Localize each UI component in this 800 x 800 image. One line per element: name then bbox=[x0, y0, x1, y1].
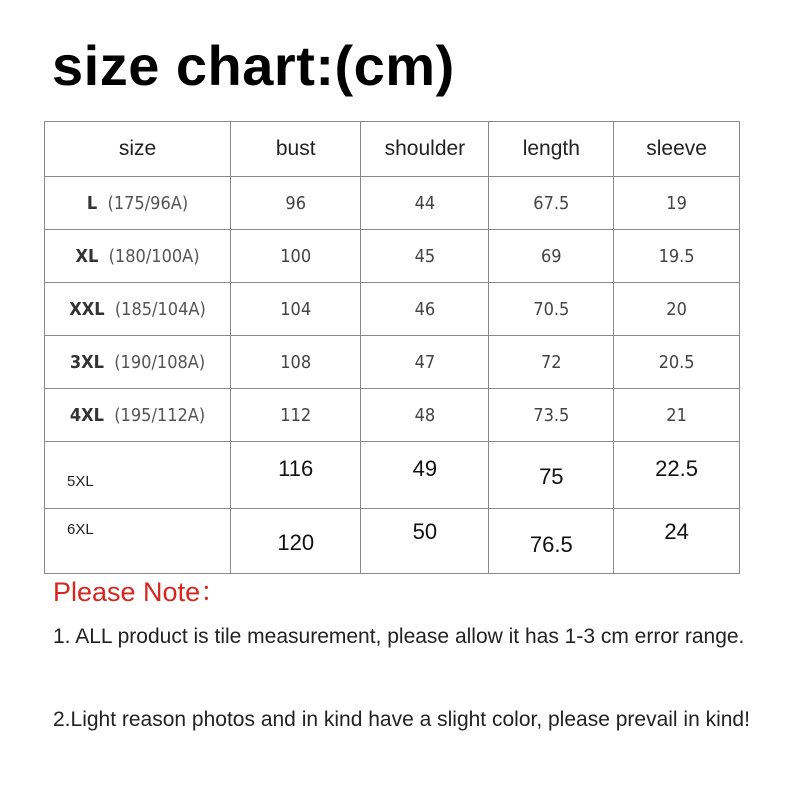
table-row bbox=[45, 389, 740, 442]
table-row bbox=[45, 509, 740, 574]
bust-cell: 96 bbox=[231, 177, 361, 230]
bust-cell: 120 bbox=[231, 509, 361, 574]
header-bust: bust bbox=[231, 122, 361, 177]
size-spec: (185/104A) bbox=[114, 298, 206, 320]
header-sleeve: sleeve bbox=[614, 122, 740, 177]
size-code: XXL bbox=[69, 298, 105, 320]
bust-cell: 100 bbox=[231, 230, 361, 283]
page-title: size chart:(cm) bbox=[52, 34, 455, 97]
size-spec: (195/112A) bbox=[114, 404, 206, 426]
table-row bbox=[45, 442, 740, 509]
note-line-1: 1. ALL product is tile measurement, please allow it has 1-3 cm error range. bbox=[53, 625, 745, 648]
size-cell: 6XL bbox=[45, 509, 231, 574]
length-cell: 69 bbox=[489, 230, 614, 283]
size-chart-table bbox=[44, 121, 740, 574]
shoulder-cell: 47 bbox=[361, 336, 489, 389]
header-size: size bbox=[45, 122, 231, 177]
sleeve-cell: 19 bbox=[614, 177, 740, 230]
table-row bbox=[45, 283, 740, 336]
size-cell bbox=[45, 389, 231, 442]
note-line-2: 2.Light reason photos and in kind have a slight color, please prevail in kind! bbox=[53, 708, 750, 731]
table-row bbox=[45, 230, 740, 283]
length-cell: 67.5 bbox=[489, 177, 614, 230]
bust-cell: 104 bbox=[231, 283, 361, 336]
shoulder-cell: 48 bbox=[361, 389, 489, 442]
size-cell: 5XL bbox=[45, 442, 231, 509]
sleeve-cell: 22.5 bbox=[614, 442, 740, 509]
size-code: 4XL bbox=[69, 404, 104, 426]
shoulder-cell: 45 bbox=[361, 230, 489, 283]
size-cell bbox=[45, 283, 231, 336]
shoulder-cell: 46 bbox=[361, 283, 489, 336]
sleeve-cell: 20 bbox=[614, 283, 740, 336]
size-spec: (190/108A) bbox=[114, 351, 206, 373]
size-code: L bbox=[86, 192, 98, 214]
length-cell: 76.5 bbox=[489, 509, 614, 574]
header-length: length bbox=[489, 122, 614, 177]
table-row bbox=[45, 336, 740, 389]
table-row bbox=[45, 177, 740, 230]
table-header-row bbox=[45, 122, 740, 177]
length-cell: 75 bbox=[489, 442, 614, 509]
length-cell: 72 bbox=[489, 336, 614, 389]
size-spec: (180/100A) bbox=[108, 245, 200, 267]
sleeve-cell: 19.5 bbox=[614, 230, 740, 283]
note-title: Please Note： bbox=[53, 577, 228, 607]
size-cell bbox=[45, 336, 231, 389]
length-cell: 73.5 bbox=[489, 389, 614, 442]
shoulder-cell: 50 bbox=[361, 509, 489, 574]
sleeve-cell: 20.5 bbox=[614, 336, 740, 389]
bust-cell: 112 bbox=[231, 389, 361, 442]
sleeve-cell: 21 bbox=[614, 389, 740, 442]
size-cell bbox=[45, 230, 231, 283]
sleeve-cell: 24 bbox=[614, 509, 740, 574]
bust-cell: 108 bbox=[231, 336, 361, 389]
size-spec: (175/96A) bbox=[107, 192, 189, 214]
size-code: 3XL bbox=[69, 351, 104, 373]
bust-cell: 116 bbox=[231, 442, 361, 509]
size-code: XL bbox=[75, 245, 99, 267]
header-shoulder: shoulder bbox=[361, 122, 489, 177]
shoulder-cell: 49 bbox=[361, 442, 489, 509]
shoulder-cell: 44 bbox=[361, 177, 489, 230]
size-cell bbox=[45, 177, 231, 230]
length-cell: 70.5 bbox=[489, 283, 614, 336]
